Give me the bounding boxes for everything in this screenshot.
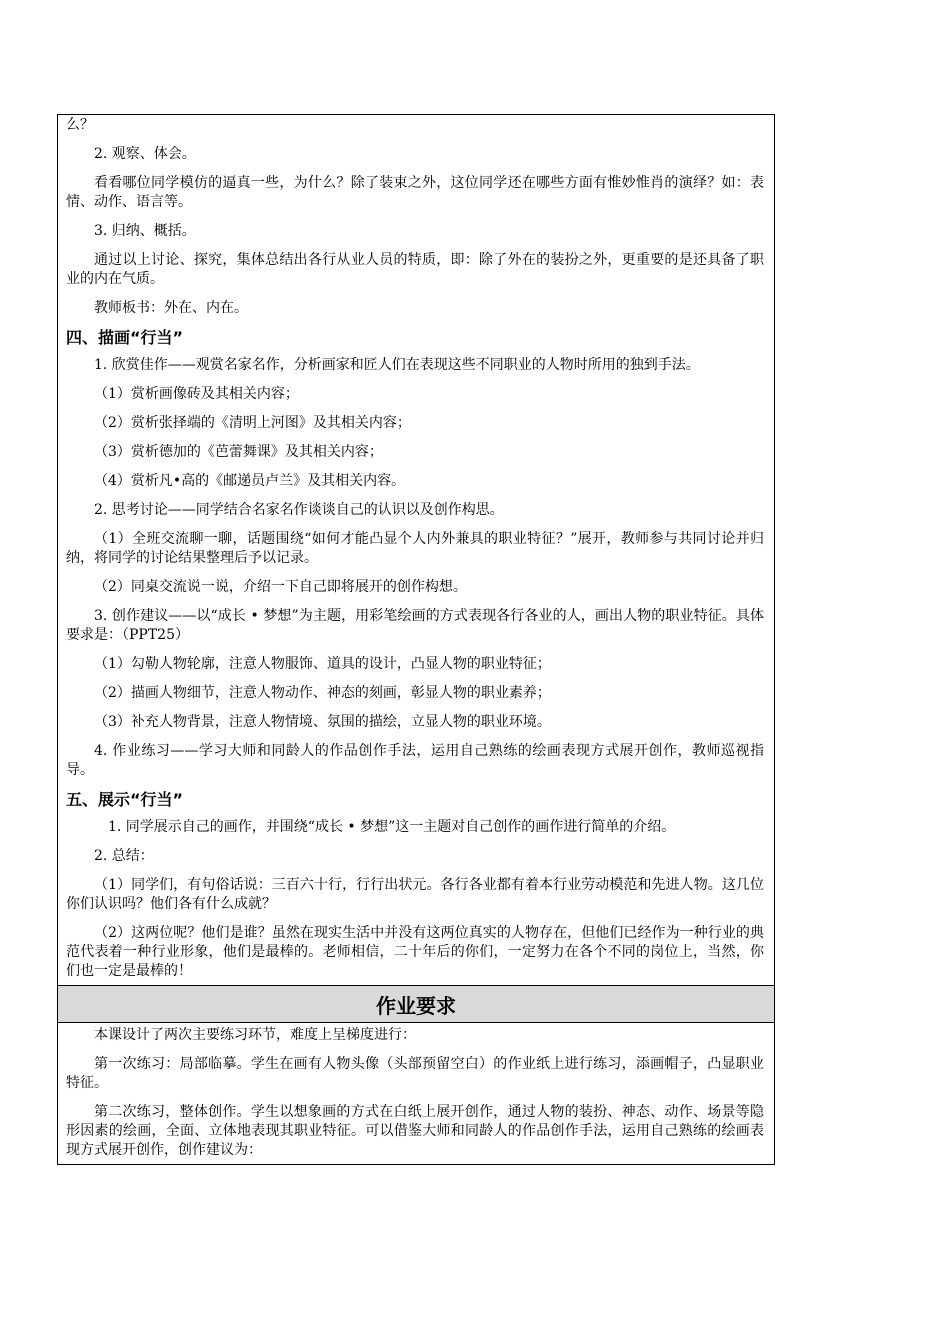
homework-first-exercise: 第一次练习：局部临摹。学生在画有人物头像（头部预留空白）的作业纸上进行练习，添画帽子，凸显职业特征。 xyxy=(66,1056,764,1091)
section-4-heading: 四、描画“行当” xyxy=(66,328,184,347)
s4-discuss: 2. 思考讨论——同学结合名家名作谈谈自己的认识以及创作构思。 xyxy=(94,502,504,518)
step-observe-desc: 看看哪位同学模仿的逼真一些，为什么？除了装束之外，这位同学还在哪些方面有惟妙惟肖的演绎？如：表情、动作、语言等。 xyxy=(66,175,764,210)
list-item: （1）勾勒人物轮廓，注意人物服饰、道具的设计，凸显人物的职业特征； xyxy=(94,656,551,672)
s5-showcase: 1. 同学展示自己的画作，并围绕“成长 • 梦想”这一主题对自己创作的画作进行简单的介绍。 xyxy=(108,819,676,835)
lesson-process-cell xyxy=(58,116,774,981)
list-item: （2）这两位呢？他们是谁？虽然在现实生活中并没有这两位真实的人物存在，但他们已经作为一种行业的典范代表着一种行业形象，他们是最棒的。老师相信，二十年后的你们，一定努力在各个不同的岗位上，当然，你们也一定是最棒的！ xyxy=(66,925,764,979)
s4-creation-advice: 3. 创作建议——以“成长 • 梦想”为主题，用彩笔绘画的方式表现各行各业的人，画出人物的职业特征。具体要求是：（PPT25） xyxy=(66,608,764,643)
s4-appreciate: 1. 欣赏佳作——观赏名家名作，分析画家和匠人们在表现这些不同职业的人物时所用的独到手法。 xyxy=(94,357,700,373)
lesson-table xyxy=(57,114,775,1165)
paragraph-continuation: 么？ xyxy=(66,117,94,133)
s5-summary: 2. 总结： xyxy=(94,848,154,864)
list-item: （1）赏析画像砖及其相关内容； xyxy=(94,386,299,402)
homework-cell xyxy=(58,1023,774,1160)
homework-intro: 本课设计了两次主要练习环节，难度上呈梯度进行： xyxy=(94,1027,416,1043)
homework-second-exercise: 第二次练习，整体创作。学生以想象画的方式在白纸上展开创作，通过人物的装扮、神态、动作、场景等隐形因素的绘画，全面、立体地表现其职业特征。可以借鉴大师和同龄人的作品创作手法，运用自己熟练的绘画表现方式展开创作，创作建议为： xyxy=(66,1104,764,1158)
list-item: （4）赏析凡•高的《邮递员卢兰》及其相关内容。 xyxy=(94,473,406,489)
homework-header: 作业要求 xyxy=(58,985,774,1023)
list-item: （2）同桌交流说一说，介绍一下自己即将展开的创作构想。 xyxy=(94,579,467,595)
teacher-board-note: 教师板书：外在、内在。 xyxy=(94,300,248,316)
list-item: （3）补充人物背景，注意人物情境、氛围的描绘，立显人物的职业环境。 xyxy=(94,714,551,730)
s4-exercise: 4. 作业练习——学习大师和同龄人的作品创作手法，运用自己熟练的绘画表现方式展开创作，教师巡视指导。 xyxy=(66,743,764,778)
step-summarize: 3. 归纳、概括。 xyxy=(94,223,196,239)
step-summarize-desc: 通过以上讨论、探究，集体总结出各行从业人员的特质，即：除了外在的装扮之外，更重要的是还具备了职业的内在气质。 xyxy=(66,252,764,287)
list-item: （1）全班交流聊一聊，话题围绕“如何才能凸显个人内外兼具的职业特征？”展开，教师参与共同讨论并归纳，将同学的讨论结果整理后予以记录。 xyxy=(66,531,764,566)
list-item: （1）同学们，有句俗话说：三百六十行，行行出状元。各行各业都有着本行业劳动模范和先进人物。这几位你们认识吗？他们各有什么成就？ xyxy=(66,877,764,912)
list-item: （2）描画人物细节，注意人物动作、神态的刻画，彰显人物的职业素养； xyxy=(94,685,551,701)
section-5-heading: 五、展示“行当” xyxy=(66,790,184,809)
step-observe: 2. 观察、体会。 xyxy=(94,146,196,162)
list-item: （3）赏析德加的《芭蕾舞课》及其相关内容； xyxy=(94,444,383,460)
list-item: （2）赏析张择端的《清明上河图》及其相关内容； xyxy=(94,415,411,431)
